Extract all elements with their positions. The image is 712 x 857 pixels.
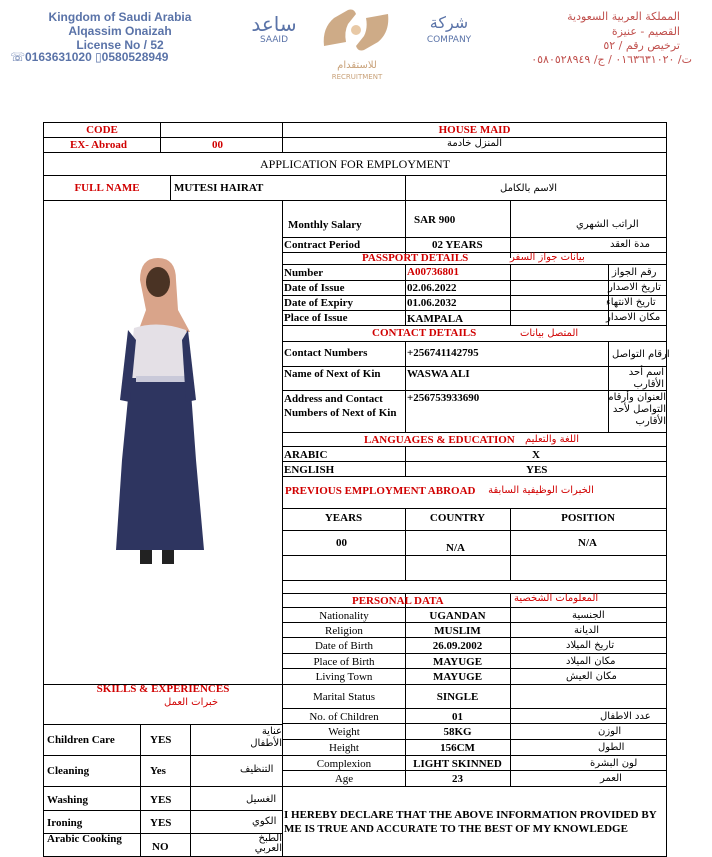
skills-title: SKILLS & EXPERIENCES (96, 683, 230, 695)
letterhead-en-line-3: License No / 52 (76, 38, 164, 52)
company-logo-icon (318, 2, 394, 58)
contract-ar: مدة العقد (610, 239, 650, 250)
salary-value: SAR 900 (414, 214, 456, 226)
brand-right-ar: شركة (429, 13, 469, 32)
skill-cleaning-ar: التنظيف (240, 764, 274, 775)
full-name-ar: الاسم بالكامل (500, 183, 558, 194)
pob-ar: مكان الميلاد (566, 656, 616, 667)
living-town-ar: مكان العيش (566, 671, 617, 682)
weight-value: 58KG (443, 726, 472, 738)
dob-ar: تاريخ الميلاد (566, 640, 615, 651)
passport-place-ar: مكان الاصدار (606, 312, 661, 323)
declaration-text: I HEREBY DECLARE THAT THE ABOVE INFORMATION PROVIDED BY ME IS TRUE AND ACCURATE TO THE BEST OF MY KNOWLEDGE (284, 809, 657, 835)
skill-washing-value: YES (150, 794, 172, 806)
age-label: Age (334, 773, 354, 785)
age-ar: العمر (600, 773, 622, 784)
passport-number-label: Number (284, 267, 324, 279)
skill-children-care-value: YES (150, 734, 172, 746)
language-english-value: YES (526, 464, 548, 476)
letterhead-ar-line-4: ت/ ٠١٦٣٦٣١٠٢٠ / ج/ ٠٥٨٠٥٢٨٩٤٩ (531, 53, 692, 66)
skill-ironing-label: Ironing (47, 817, 83, 829)
prev-header-years: YEARS (324, 512, 363, 524)
passport-place-label: Place of Issue (284, 312, 348, 324)
skill-cleaning-label: Cleaning (47, 765, 90, 777)
full-name-label: FULL NAME (74, 182, 140, 194)
language-english-label: ENGLISH (284, 464, 335, 476)
marital-status-label: Marital Status (312, 691, 376, 703)
code-label: CODE (86, 124, 118, 136)
weight-ar: الوزن (598, 726, 622, 737)
languages-title: LANGUAGES & EDUCATION (364, 434, 515, 446)
prev-years-value: 00 (336, 537, 347, 549)
letterhead-ar-line-1: المملكة العربية السعودية (567, 10, 680, 23)
form-title: APPLICATION FOR EMPLOYMENT (259, 157, 450, 171)
height-value: 156CM (440, 742, 475, 754)
applicant-photo (110, 250, 205, 568)
next-of-kin-value: WASWA ALI (407, 368, 470, 380)
full-name-value: MUTESI HAIRAT (174, 182, 264, 194)
logo-caption-en: RECRUITMENT (331, 73, 383, 81)
code-value: EX- Abroad (70, 139, 127, 151)
skill-arabic-cooking-label: Arabic Cooking (47, 833, 122, 845)
skill-arabic-cooking-ar: الطبخ العربي (254, 833, 282, 854)
position-en: HOUSE MAID (438, 124, 511, 136)
contact-title: CONTACT DETAILS (372, 327, 477, 339)
next-of-kin-label: Name of Next of Kin (284, 368, 381, 380)
passport-expiry-value: 01.06.2032 (407, 297, 457, 309)
passport-title: PASSPORT DETAILS (362, 252, 469, 264)
skill-ironing-ar: الكوي (252, 816, 277, 827)
contact-numbers-value: +256741142795 (407, 347, 479, 359)
frame-left (43, 122, 44, 856)
religion-ar: الديانة (574, 625, 600, 636)
contact-numbers-ar: ارقام التواصل (612, 349, 670, 360)
skills-title-ar: خبرات العمل (164, 697, 219, 708)
weight-label: Weight (328, 726, 360, 738)
contract-value: 02 YEARS (432, 239, 483, 251)
brand-right-en: COMPANY (426, 35, 472, 45)
contract-label: Contract Period (284, 239, 361, 251)
marital-status-value: SINGLE (436, 691, 479, 703)
complexion-label: Complexion (316, 758, 372, 770)
letterhead-phones: ☏0163631020 ▯0580528949 (10, 50, 169, 64)
height-label: Height (329, 742, 359, 754)
passport-issue-value: 02.06.2022 (407, 282, 457, 294)
logo-caption-ar: للاستقدام (337, 60, 377, 71)
brand-left-en: SAAID (259, 35, 289, 45)
language-arabic-label: ARABIC (284, 449, 328, 461)
pob-value: MAYUGE (432, 656, 483, 668)
passport-title-ar: بيانات جواز السفر (510, 252, 585, 263)
passport-number-ar: رقم الجواز (612, 267, 657, 278)
skill-cleaning-value: Yes (150, 765, 166, 777)
salary-ar: الراتب الشهري (576, 219, 639, 230)
nationality-ar: الجنسية (572, 610, 605, 621)
passport-issue-label: Date of Issue (284, 282, 345, 294)
contact-title-ar: المتصل بيانات (520, 328, 579, 339)
previous-employment-title-ar: الخبرات الوظيفية السابقة (488, 485, 594, 496)
passport-issue-ar: تاريخ الاصدار (608, 282, 661, 293)
children-ar: عدد الاطفال (600, 711, 651, 722)
letterhead-en-line-1: Kingdom of Saudi Arabia (48, 10, 192, 24)
height-ar: الطول (598, 742, 625, 753)
skill-children-care-ar: عناية الأطفال (250, 726, 282, 749)
frame-top (43, 122, 667, 123)
skill-washing-ar: الغسيل (246, 794, 277, 805)
letterhead-ar-line-3: ترخيص رقم / ٥٢ (603, 39, 680, 52)
children-value: 01 (452, 711, 463, 723)
dob-value: 26.09.2002 (432, 640, 483, 652)
passport-number-value: A00736801 (407, 266, 459, 278)
nationality-value: UGANDAN (429, 610, 486, 622)
prev-position-value: N/A (578, 537, 597, 549)
religion-value: MUSLIM (434, 625, 481, 637)
passport-place-value: KAMPALA (407, 313, 464, 325)
next-of-kin-ar: اسم أحد الأقارب (628, 367, 664, 390)
address-label: Address and Contact Numbers of Next of Kin (284, 393, 397, 419)
brand-left-ar: ساعد (251, 12, 297, 36)
prev-header-country: COUNTRY (429, 512, 486, 524)
passport-expiry-label: Date of Expiry (284, 297, 354, 309)
code-value-2: 00 (212, 139, 223, 151)
nationality-label: Nationality (319, 610, 369, 622)
age-value: 23 (452, 773, 463, 785)
address-ar: العنوان وأرقام التواصل لأحد الأقارب (607, 392, 666, 427)
frame-right (666, 122, 667, 856)
skill-washing-label: Washing (47, 794, 88, 806)
contact-numbers-label: Contact Numbers (284, 347, 368, 359)
passport-expiry-ar: تاريخ الانتهاء (606, 297, 656, 308)
dob-label: Date of Birth (314, 640, 374, 652)
complexion-value: LIGHT SKINNED (413, 758, 502, 770)
previous-employment-title: PREVIOUS EMPLOYMENT ABROAD (285, 485, 476, 497)
skill-ironing-value: YES (150, 817, 172, 829)
living-town-label: Living Town (315, 671, 373, 683)
prev-header-position: POSITION (561, 512, 615, 524)
language-arabic-value: X (532, 449, 540, 461)
pob-label: Place of Birth (313, 656, 375, 668)
prev-country-value: N/A (446, 542, 465, 554)
address-value: +256753933690 (407, 392, 480, 404)
position-ar: المنزل خادمة (447, 138, 502, 149)
personal-title: PERSONAL DATA (352, 595, 444, 607)
letterhead-ar-line-2: القصيم - عنيزة (611, 25, 680, 38)
letterhead-en-line-2: Alqassim Onaizah (68, 24, 172, 38)
complexion-ar: لون البشرة (590, 758, 638, 769)
languages-title-ar: اللغة والتعليم (525, 434, 579, 445)
skill-arabic-cooking-value: NO (152, 841, 169, 853)
living-town-value: MAYUGE (432, 671, 483, 683)
children-label: No. of Children (309, 711, 379, 723)
salary-label: Monthly Salary (288, 219, 362, 231)
skill-children-care-label: Children Care (47, 734, 115, 746)
personal-title-ar: المعلومات الشخصية (514, 593, 599, 604)
religion-label: Religion (325, 625, 363, 637)
